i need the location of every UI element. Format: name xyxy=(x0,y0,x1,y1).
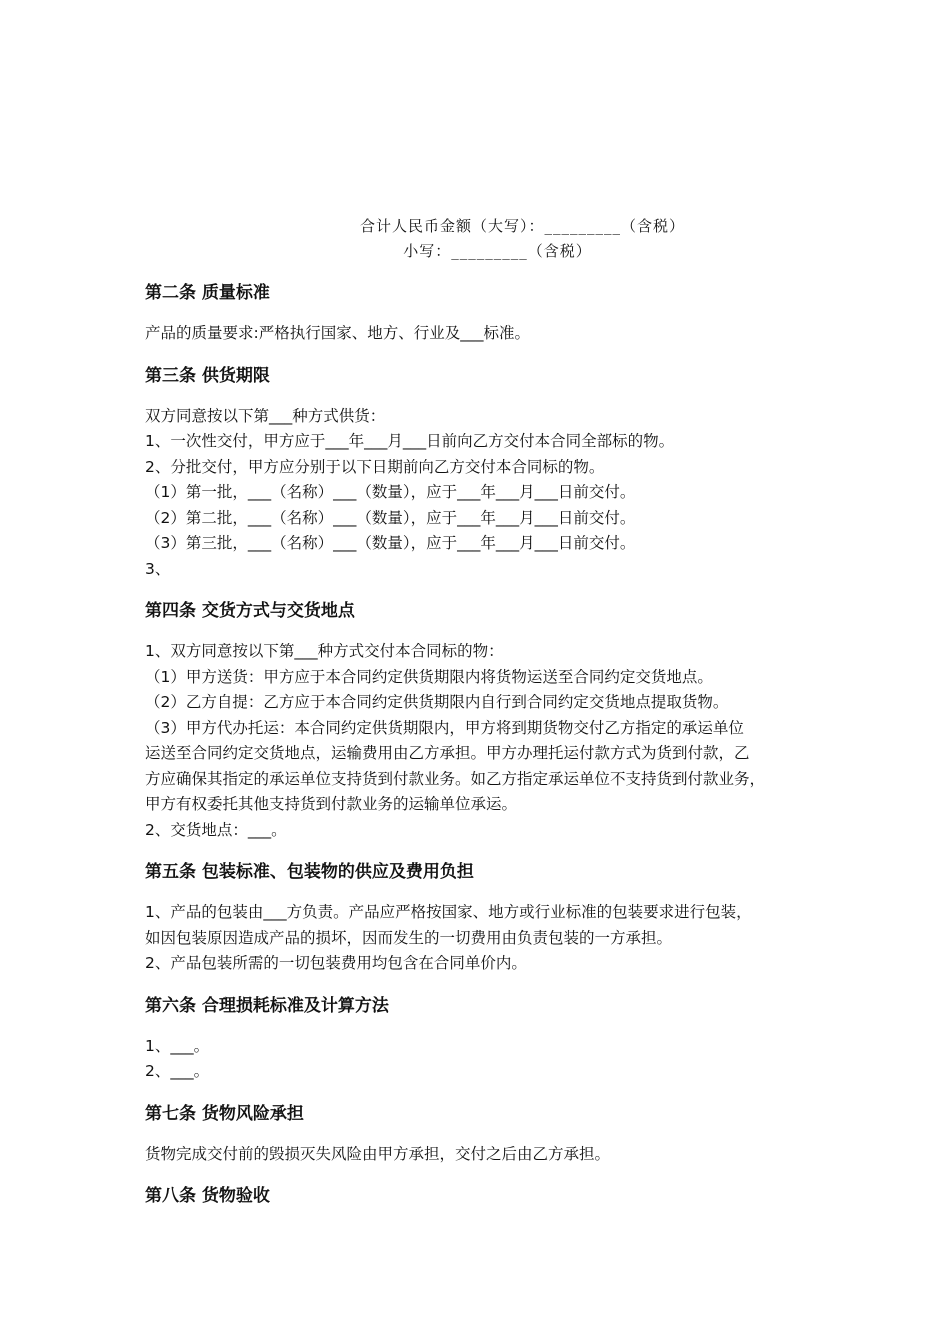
total-amount-lowercase: 小写：_________（含税） xyxy=(403,242,592,260)
section-heading: 第三条 供货期限 xyxy=(145,365,270,386)
paragraph-line: 如因包装原因造成产品的损坏，因而发生的一切费用由负责包装的一方承担。 xyxy=(145,928,673,947)
paragraph-line: 货物完成交付前的毁损灭失风险由甲方承担，交付之后由乙方承担。 xyxy=(145,1144,611,1163)
paragraph-line: 2、产品包装所需的一切包装费用均包含在合同单价内。 xyxy=(145,954,527,972)
paragraph-line: 3、 xyxy=(145,559,171,578)
paragraph-line: 产品的质量要求:严格执行国家、地方、行业及___标准。 xyxy=(145,324,530,342)
section-heading: 第六条 合理损耗标准及计算方法 xyxy=(145,995,389,1016)
contract-body xyxy=(145,281,825,1208)
section-heading: 第二条 质量标准 xyxy=(145,283,270,303)
paragraph-line: （3）第三批，___（名称）___（数量），应于___年___月___日前交付。 xyxy=(145,534,636,552)
paragraph-line: 双方同意按以下第___种方式供货： xyxy=(145,406,386,425)
section-supply-period xyxy=(145,364,825,583)
section-delivery xyxy=(145,599,825,843)
paragraph-line: 1、产品的包装由___方负责。产品应严格按国家、地方或行业标准的包装要求进行包装， xyxy=(145,903,752,921)
paragraph-line: 1、___。 xyxy=(145,1036,210,1055)
paragraph-line: （2）乙方自提：乙方应于本合同约定供货期限内自行到合同约定交货地点提取货物。 xyxy=(145,693,729,711)
section-packaging xyxy=(145,860,825,977)
paragraph-line: 方应确保其指定的承运单位支持货到付款业务。如乙方指定承运单位不支持货到付款业务， xyxy=(145,769,766,788)
section-loss-standard xyxy=(145,994,825,1085)
section-heading: 第八条 货物验收 xyxy=(145,1186,270,1206)
paragraph-line: 2、交货地点：___。 xyxy=(145,820,287,839)
paragraph-line: 2、___。 xyxy=(145,1062,210,1080)
paragraph-line: 甲方有权委托其他支持货到付款业务的运输单位承运。 xyxy=(145,795,518,813)
paragraph-line: 1、双方同意按以下第___种方式交付本合同标的物： xyxy=(145,642,504,660)
total-amount-uppercase: 合计人民币金额（大写）：_________（含税） xyxy=(359,217,685,235)
section-risk xyxy=(145,1102,825,1168)
paragraph-line: 2、分批交付，甲方应分别于以下日期前向乙方交付本合同标的物。 xyxy=(145,457,605,476)
paragraph-line: （3）甲方代办托运：本合同约定供货期限内，甲方将到期货物交付乙方指定的承运单位 xyxy=(145,718,744,737)
section-acceptance xyxy=(145,1184,825,1208)
section-heading: 第五条 包装标准、包装物的供应及费用负担 xyxy=(145,862,474,882)
section-heading: 第七条 货物风险承担 xyxy=(145,1103,304,1124)
paragraph-line: 1、一次性交付，甲方应于___年___月___日前向乙方交付本合同全部标的物。 xyxy=(145,432,675,450)
paragraph-line: （2）第二批，___（名称）___（数量），应于___年___月___日前交付。 xyxy=(145,508,636,527)
paragraph-line: （1）甲方送货：甲方应于本合同约定供货期限内将货物运送至合同约定交货地点。 xyxy=(145,667,713,686)
paragraph-line: （1）第一批，___（名称）___（数量），应于___年___月___日前交付。 xyxy=(145,483,636,501)
section-heading: 第四条 交货方式与交货地点 xyxy=(145,601,355,621)
paragraph-line: 运送至合同约定交货地点，运输费用由乙方承担。甲方办理托运付款方式为货到付款，乙 xyxy=(145,744,750,762)
section-quality xyxy=(145,281,825,347)
